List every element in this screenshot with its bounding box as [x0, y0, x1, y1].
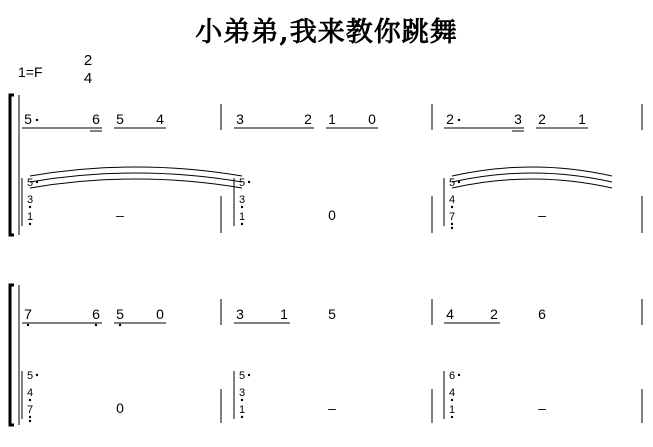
- note: 7: [24, 306, 32, 322]
- note: 1: [578, 111, 586, 127]
- octave-dot: [241, 416, 243, 418]
- score-title: 小弟弟,我来教你跳舞: [195, 17, 458, 48]
- octave-dot: [29, 416, 31, 418]
- sustain-dash: –: [538, 207, 546, 223]
- note: 5: [328, 306, 336, 322]
- chord-note: 5: [238, 177, 246, 189]
- augmentation-dot: [36, 119, 38, 121]
- note: 3: [236, 111, 244, 127]
- augmentation-dot: [248, 374, 250, 376]
- note: 1: [280, 306, 288, 322]
- octave-dot: [241, 206, 243, 208]
- chord-note: 5: [26, 370, 34, 382]
- octave-dot: [451, 206, 453, 208]
- note: 3: [236, 306, 244, 322]
- chord-note: 6: [448, 370, 456, 382]
- chord-note: 1: [26, 211, 34, 223]
- note: 1: [328, 111, 336, 127]
- note: 4: [446, 306, 454, 322]
- octave-dot: [29, 223, 31, 225]
- chord-note: 3: [238, 194, 246, 206]
- time-signature-denominator: 4: [83, 70, 93, 87]
- chord-note: 5: [238, 370, 246, 382]
- tie-arc: [452, 179, 612, 188]
- key-signature: 1=F: [18, 64, 43, 80]
- tie-arc: [30, 179, 242, 188]
- note: 2: [304, 111, 312, 127]
- chord-note: 7: [26, 404, 34, 416]
- note: 0: [156, 306, 164, 322]
- chord-note: 1: [448, 404, 456, 416]
- note: 2: [446, 111, 454, 127]
- note: 6: [92, 111, 100, 127]
- augmentation-dot: [458, 374, 460, 376]
- tie-arc: [452, 173, 612, 182]
- note: 2: [490, 306, 498, 322]
- chord-note: 1: [238, 404, 246, 416]
- chord-note: 5: [448, 177, 456, 189]
- rest-zero: 0: [328, 207, 336, 223]
- rest-zero: 0: [116, 400, 124, 416]
- octave-dot: [451, 399, 453, 401]
- chord-note: 1: [238, 211, 246, 223]
- chord-note: 3: [238, 387, 246, 399]
- octave-dot: [241, 399, 243, 401]
- octave-dot: [451, 223, 453, 225]
- time-signature-numerator: 2: [83, 52, 93, 69]
- note: 3: [514, 111, 522, 127]
- tie-arc: [30, 167, 242, 176]
- octave-dot: [29, 206, 31, 208]
- octave-dot: [29, 420, 31, 422]
- note: 6: [538, 306, 546, 322]
- chord-note: 7: [448, 211, 456, 223]
- augmentation-dot: [458, 119, 460, 121]
- octave-dot: [95, 324, 97, 326]
- octave-dot: [451, 227, 453, 229]
- note: 4: [156, 111, 164, 127]
- tie-arc: [30, 173, 242, 182]
- chord-note: 4: [26, 387, 34, 399]
- sustain-dash: –: [116, 207, 124, 223]
- sustain-dash: –: [538, 400, 546, 416]
- system-bracket: [10, 95, 14, 235]
- tie-arc: [452, 167, 612, 176]
- octave-dot: [451, 416, 453, 418]
- augmentation-dot: [248, 181, 250, 183]
- augmentation-dot: [36, 374, 38, 376]
- octave-dot: [119, 324, 121, 326]
- octave-dot: [29, 399, 31, 401]
- chord-note: 4: [448, 387, 456, 399]
- chord-note: 4: [448, 194, 456, 206]
- chord-note: 5: [26, 177, 34, 189]
- note: 5: [116, 111, 124, 127]
- sustain-dash: –: [328, 400, 336, 416]
- note: 6: [92, 306, 100, 322]
- octave-dot: [27, 324, 29, 326]
- octave-dot: [241, 223, 243, 225]
- note: 5: [116, 306, 124, 322]
- system-bracket: [10, 285, 14, 425]
- note: 0: [368, 111, 376, 127]
- note: 5: [24, 111, 32, 127]
- chord-note: 3: [26, 194, 34, 206]
- note: 2: [538, 111, 546, 127]
